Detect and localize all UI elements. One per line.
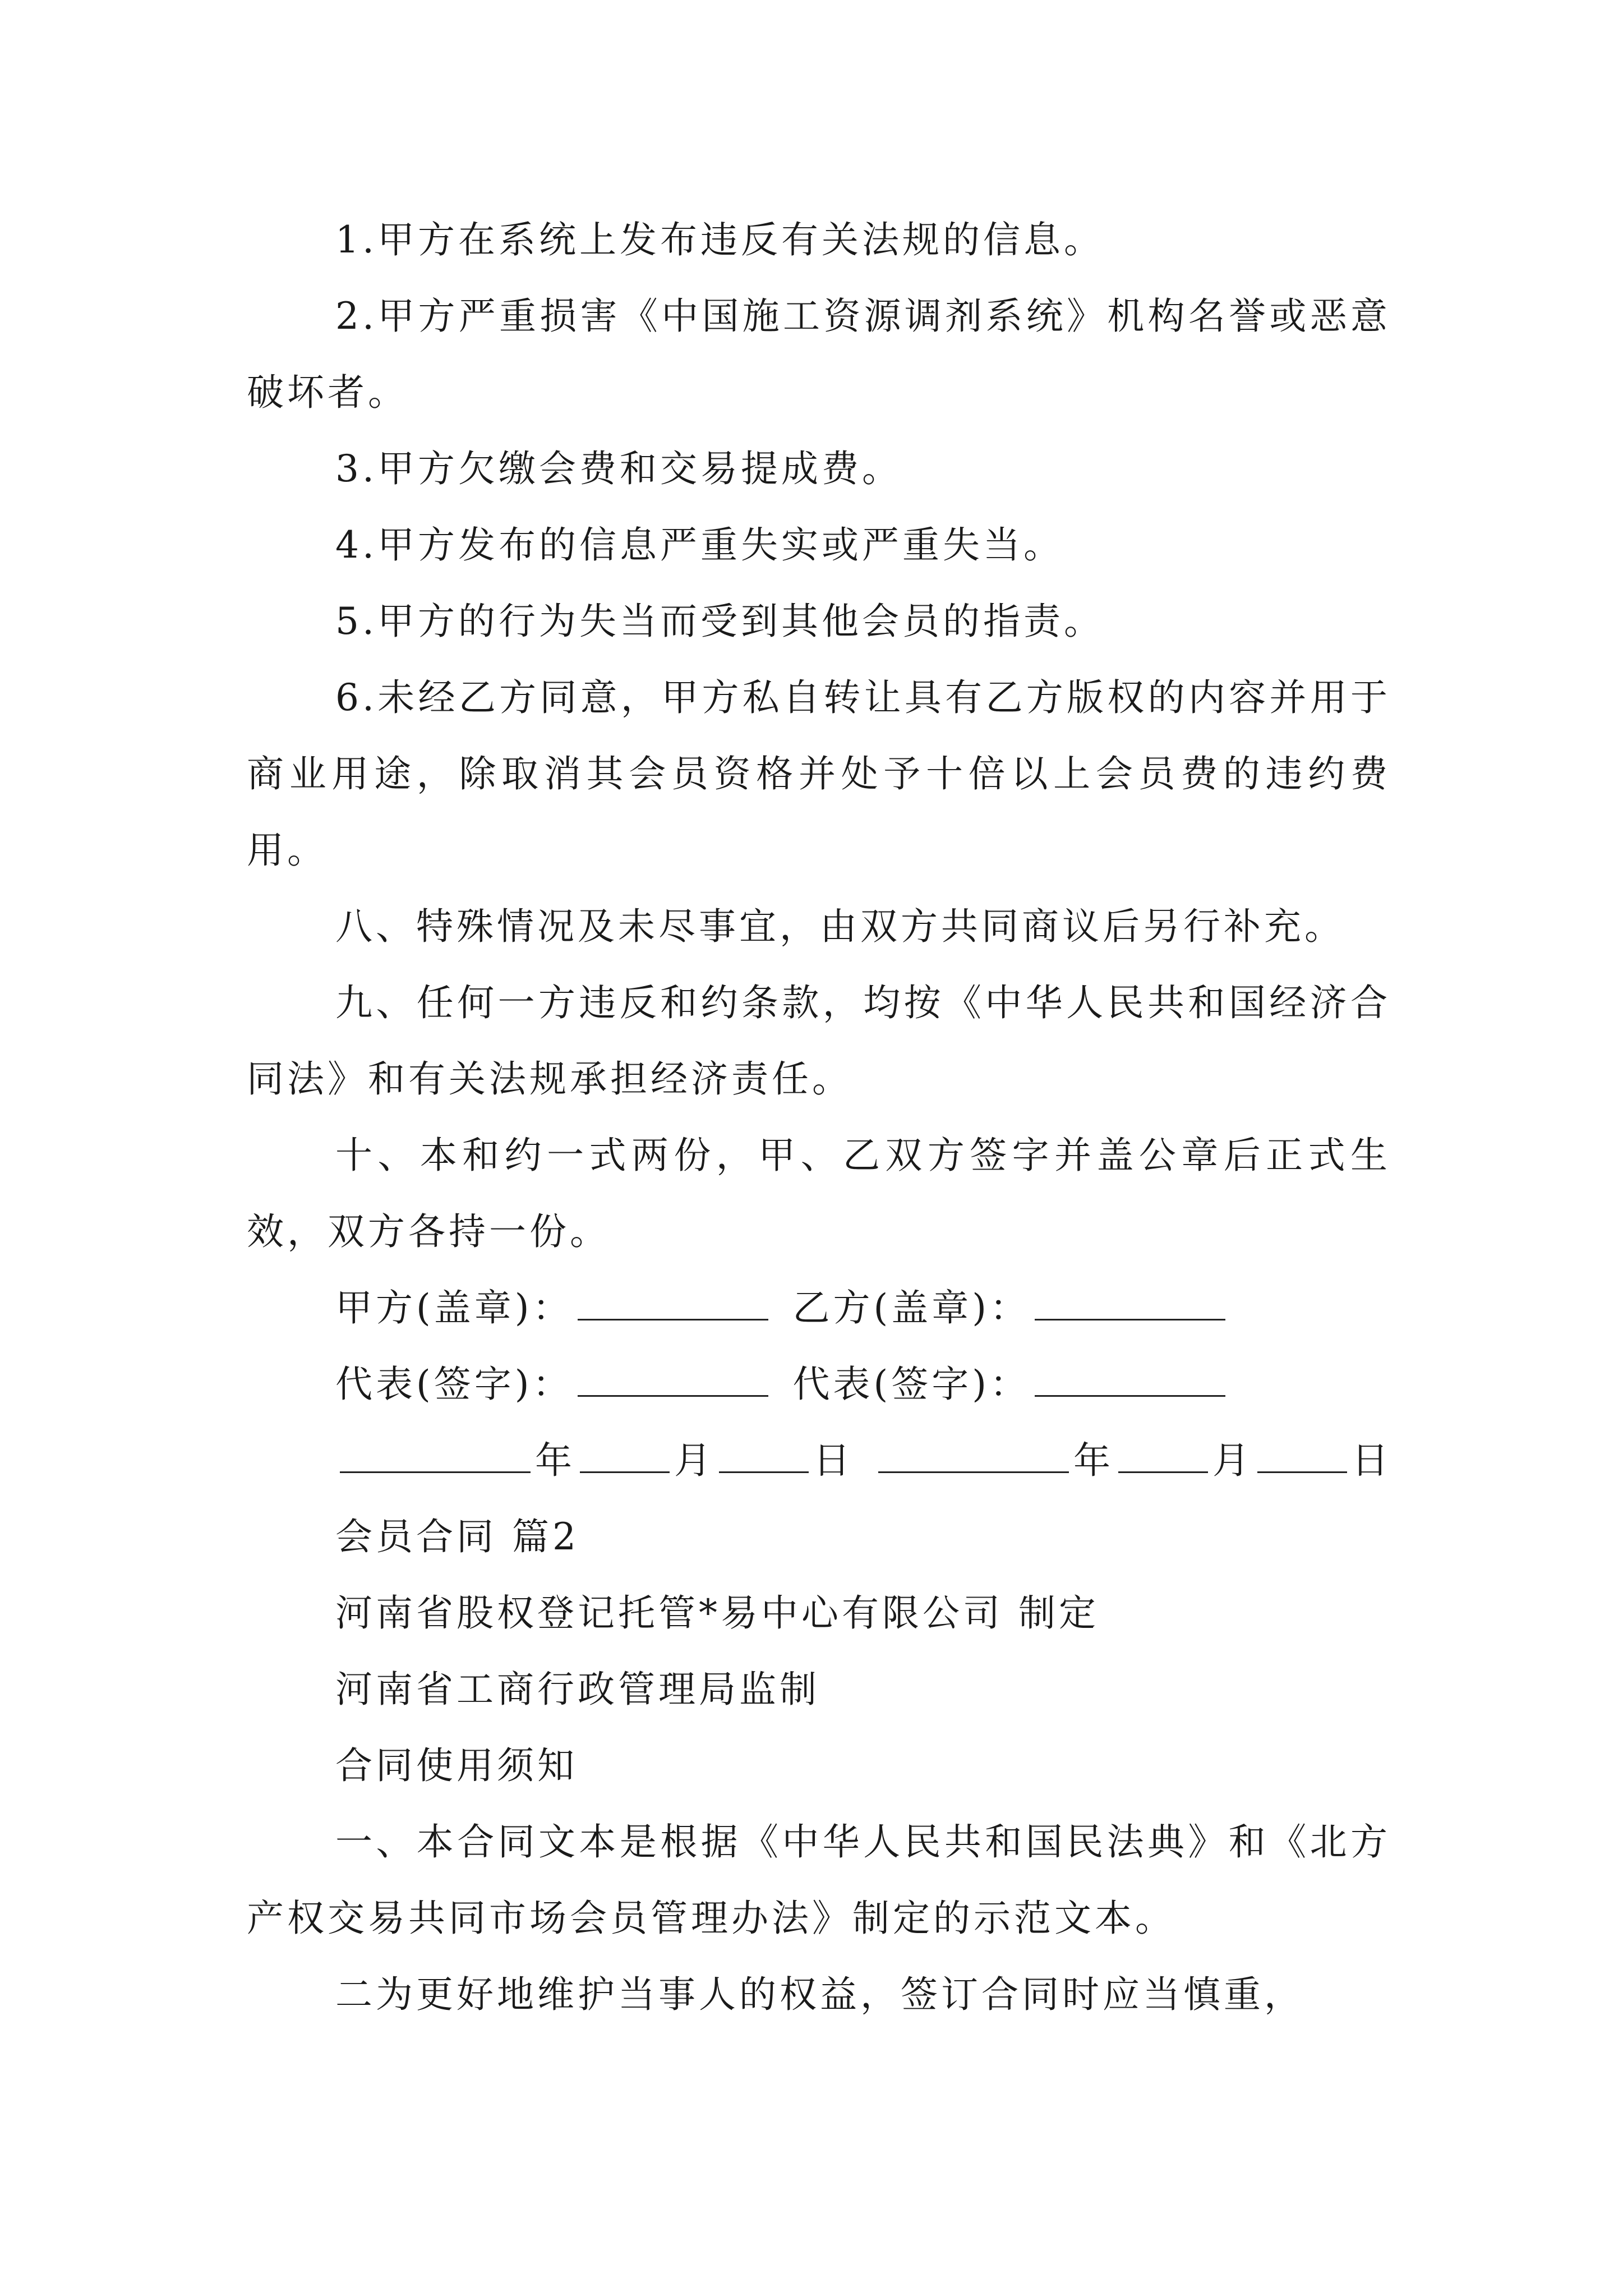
clause-item-1: 1.甲方在系统上发布违反有关法规的信息。 [335,218,1104,261]
clause-item-6: 6.未经乙方同意，甲方私自转让具有乙方版权的内容并用于商业用途，除取消其会员资格并处予十倍以上会员费的违约费用。 [247,676,1391,872]
party-a-seal-label: 甲方(盖章)： [335,1286,573,1329]
date-a-day-label: 日 [813,1439,854,1482]
date-b-day-label: 日 [1352,1439,1392,1482]
article-10: 十、本和约一式两份，甲、乙双方签字并盖公章后正式生效，双方各持一份。 [247,1134,1391,1253]
clause-item-2: 2.甲方严重损害《中国施工资源调剂系统》机构名誉或恶意破坏者。 [247,295,1391,414]
section-heading: 会员合同 篇2 [335,1515,579,1558]
article-9: 九、任何一方违反和约条款，均按《中华人民共和国经济合同法》和有关法规承担经济责任。 [247,981,1391,1101]
rep-a-sign-label: 代表(签字)： [335,1363,573,1406]
clause-item-5: 5.甲方的行为失当而受到其他会员的指责。 [335,600,1104,643]
date-a-day-blank [719,1432,809,1473]
rep-b-sign-label: 代表(签字)： [792,1363,1030,1406]
rep-b-sign-blank [1035,1356,1225,1397]
clause-item-4: 4.甲方发布的信息严重失实或严重失当。 [335,523,1064,567]
notice-item-2: 二为更好地维护当事人的权益，签订合同时应当慎重， [335,1973,1304,2016]
date-row [247,1423,1391,1499]
date-b-month-blank [1118,1432,1208,1473]
issuer-line: 河南省股权登记托管*易中心有限公司 制定 [335,1591,1099,1635]
date-a-month-label: 月 [674,1439,714,1482]
rep-a-sign-blank [578,1356,768,1397]
date-a-year-label: 年 [535,1439,575,1482]
party-b-seal-label: 乙方(盖章)： [792,1286,1030,1329]
date-b-day-blank [1257,1432,1347,1473]
clause-item-3: 3.甲方欠缴会费和交易提成费。 [335,447,902,490]
seal-row [247,1270,1391,1346]
article-8: 八、特殊情况及未尽事宜，由双方共同商议后另行补充。 [335,905,1345,948]
document-body [247,202,1391,2033]
party-b-seal-blank [1035,1280,1225,1320]
representative-row [247,1346,1391,1423]
date-b-year-blank [878,1432,1069,1473]
date-a-month-blank [580,1432,670,1473]
date-b-year-label: 年 [1073,1439,1114,1482]
supervisor-line: 河南省工商行政管理局监制 [335,1668,820,1711]
date-b-month-label: 月 [1212,1439,1253,1482]
notice-title: 合同使用须知 [335,1744,578,1787]
notice-item-1: 一、本合同文本是根据《中华人民共和国民法典》和《北方产权交易共同市场会员管理办法》制定的示范文本。 [247,1820,1391,1940]
party-a-seal-blank [578,1280,768,1320]
date-a-year-blank [340,1432,531,1473]
